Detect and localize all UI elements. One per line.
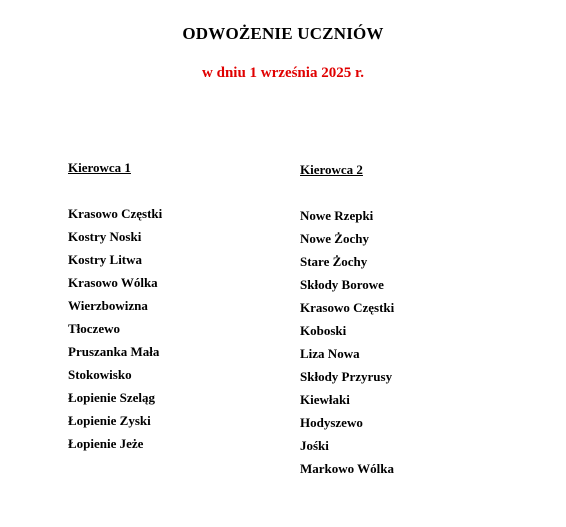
list-item: Markowo Wólka xyxy=(300,461,395,476)
list-item: Nowe Żochy xyxy=(300,231,369,246)
driver-1-header: Kierowca 1 xyxy=(68,160,131,175)
list-item: Jośki xyxy=(300,438,329,453)
list-item: Skłody Borowe xyxy=(300,277,384,292)
driver-2-stops-list xyxy=(300,208,540,484)
list-item: Tłoczewo xyxy=(68,321,120,336)
list-item: Wierzbowizna xyxy=(68,298,148,313)
list-item: Stokowisko xyxy=(68,367,132,382)
driver-1-column xyxy=(68,160,308,459)
list-item: Krasowo Częstki xyxy=(68,206,163,221)
list-item: Nowe Rzepki xyxy=(300,208,374,223)
list-item: Stare Żochy xyxy=(300,254,368,269)
list-item: Łopienie Zyski xyxy=(68,413,151,428)
page-title: ODWOŻENIE UCZNIÓW xyxy=(182,24,384,43)
list-item: Liza Nowa xyxy=(300,346,360,361)
list-item: Kostry Litwa xyxy=(68,252,143,267)
list-item: Łopienie Szeląg xyxy=(68,390,156,405)
driver-2-header: Kierowca 2 xyxy=(300,162,363,177)
list-item: Łopienie Jeże xyxy=(68,436,144,451)
driver-2-column xyxy=(300,162,540,484)
list-item: Krasowo Częstki xyxy=(300,300,395,315)
date-subtitle: w dniu 1 września 2025 r. xyxy=(202,65,364,81)
list-item: Krasowo Wólka xyxy=(68,275,158,290)
list-item: Pruszanka Mała xyxy=(68,344,160,359)
list-item: Hodyszewo xyxy=(300,415,363,430)
list-item: Skłody Przyrusy xyxy=(300,369,393,384)
list-item: Koboski xyxy=(300,323,347,338)
list-item: Kostry Noski xyxy=(68,229,142,244)
list-item: Kiewłaki xyxy=(300,392,350,407)
driver-1-stops-list xyxy=(68,206,308,459)
